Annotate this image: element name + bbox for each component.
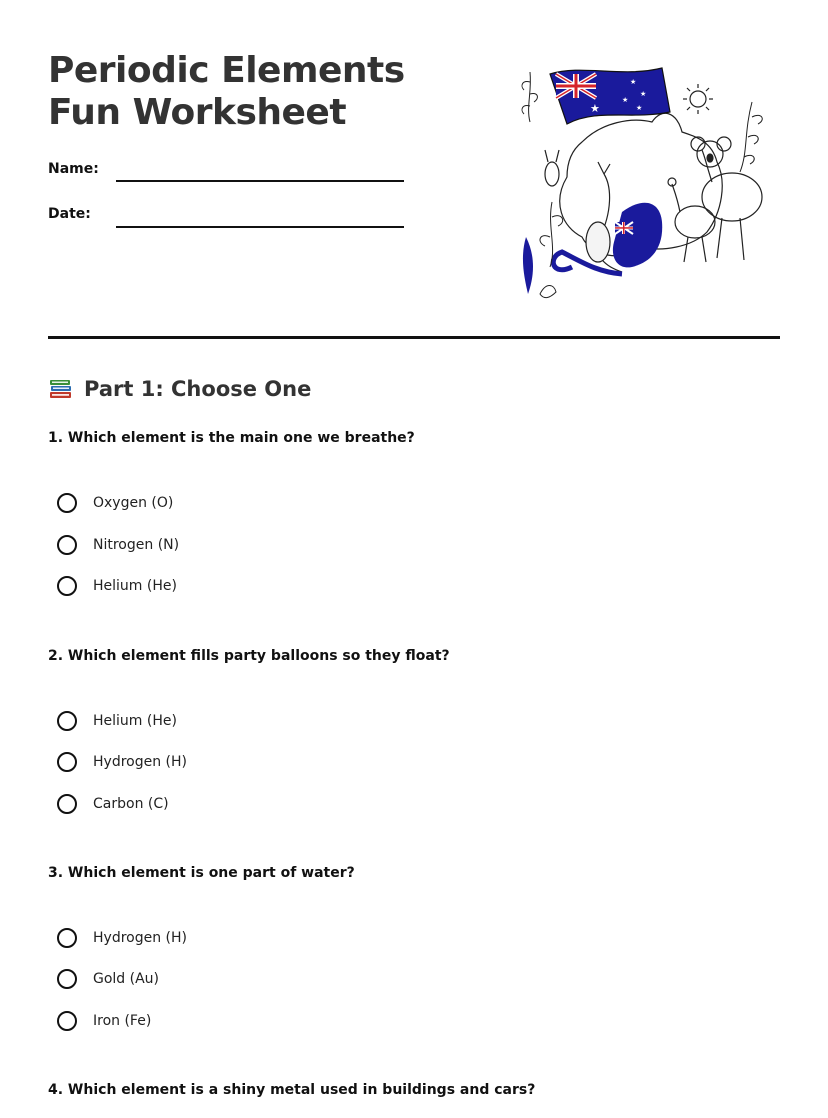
- koala-icon: [691, 137, 731, 167]
- option-label: Gold (Au): [93, 971, 160, 987]
- q3-option-3[interactable]: [57, 1008, 151, 1034]
- question-3: 3. Which element is one part of water?: [48, 865, 355, 881]
- page-title: Periodic Elements Fun Worksheet: [48, 50, 405, 133]
- q2-option-1[interactable]: [57, 708, 177, 734]
- radio-button[interactable]: [57, 752, 77, 772]
- q1-option-2[interactable]: [57, 532, 179, 558]
- emu-icon: [668, 178, 715, 262]
- radio-button[interactable]: [57, 969, 77, 989]
- svg-text:★: ★: [630, 78, 637, 86]
- plant-icon: [523, 237, 556, 298]
- part1-heading: [48, 373, 311, 405]
- date-field[interactable]: [116, 226, 404, 228]
- australian-flag-icon: [550, 68, 670, 124]
- radio-button[interactable]: [57, 493, 77, 513]
- kangaroo-icon: [553, 162, 662, 274]
- q2-option-3[interactable]: [57, 791, 169, 817]
- rabbit-icon: [545, 150, 559, 186]
- date-label: Date:: [48, 206, 91, 222]
- svg-text:★: ★: [622, 96, 629, 104]
- svg-text:★: ★: [640, 90, 647, 98]
- question-2: 2. Which element fills party balloons so they float?: [48, 648, 450, 664]
- question-4: 4. Which element is a shiny metal used in buildings and cars?: [48, 1082, 536, 1098]
- svg-text:★: ★: [636, 104, 643, 112]
- section-divider: [48, 336, 780, 339]
- option-label: Oxygen (O): [93, 495, 174, 511]
- q3-option-1[interactable]: [57, 925, 187, 951]
- part1-heading-text: Part 1: Choose One: [84, 377, 312, 401]
- q1-option-3[interactable]: [57, 573, 177, 599]
- radio-button[interactable]: [57, 1011, 77, 1031]
- option-label: Iron (Fe): [93, 1013, 152, 1029]
- q1-option-1[interactable]: [57, 490, 173, 516]
- option-label: Carbon (C): [93, 796, 169, 812]
- australia-illustration: [512, 62, 774, 314]
- radio-button[interactable]: [57, 794, 77, 814]
- radio-button[interactable]: [57, 535, 77, 555]
- q3-option-2[interactable]: [57, 966, 159, 992]
- option-label: Helium (He): [93, 713, 177, 729]
- q2-option-2[interactable]: [57, 749, 187, 775]
- radio-button[interactable]: [57, 711, 77, 731]
- option-label: Hydrogen (H): [93, 930, 187, 946]
- svg-text:★: ★: [590, 102, 600, 115]
- option-label: Nitrogen (N): [93, 537, 180, 553]
- radio-button[interactable]: [57, 576, 77, 596]
- question-1: 1. Which element is the main one we breathe?: [48, 430, 415, 446]
- name-field[interactable]: [116, 180, 404, 182]
- name-label: Name:: [48, 161, 99, 177]
- sun-icon: [683, 84, 713, 114]
- option-label: Helium (He): [93, 578, 177, 594]
- books-icon: [48, 376, 74, 402]
- option-label: Hydrogen (H): [93, 754, 187, 770]
- radio-button[interactable]: [57, 928, 77, 948]
